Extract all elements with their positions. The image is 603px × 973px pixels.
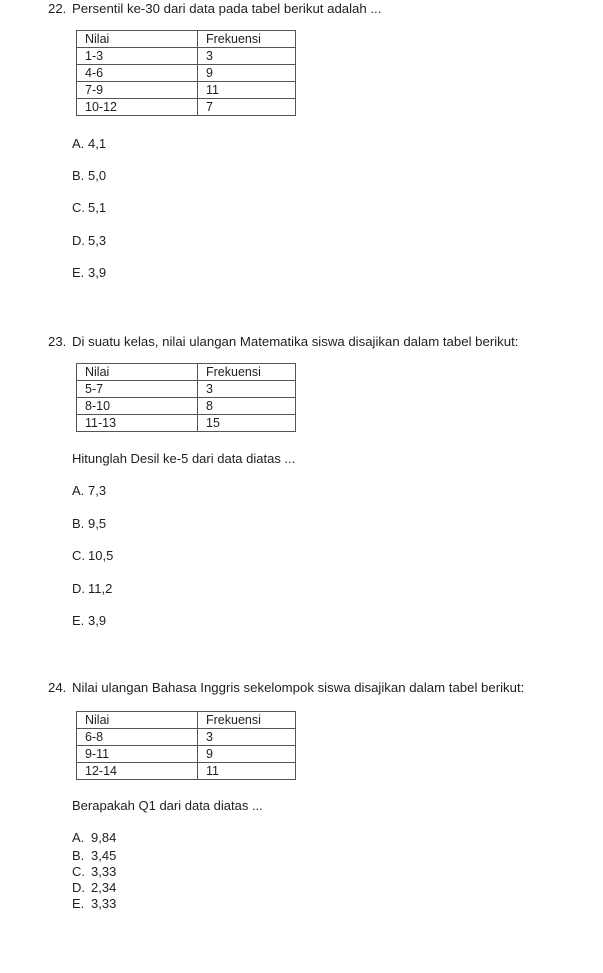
option-d[interactable] bbox=[72, 880, 116, 895]
option-value: 3,9 bbox=[88, 613, 107, 628]
option-value: 7,3 bbox=[88, 483, 107, 498]
header-nilai: Nilai bbox=[77, 364, 198, 381]
option-letter: C. bbox=[72, 548, 85, 563]
option-letter: C. bbox=[72, 864, 85, 879]
table-row bbox=[77, 729, 296, 746]
option-letter: A. bbox=[72, 483, 85, 498]
option-value: 2,34 bbox=[91, 880, 117, 895]
question-text: Persentil ke-30 dari data pada tabel berikut adalah ... bbox=[72, 1, 382, 16]
question-23-table bbox=[76, 363, 296, 432]
cell-frekuensi: 11 bbox=[198, 82, 296, 99]
header-frekuensi: Frekuensi bbox=[198, 364, 296, 381]
cell-nilai: 4-6 bbox=[77, 65, 198, 82]
cell-frekuensi: 3 bbox=[198, 381, 296, 398]
option-letter: B. bbox=[72, 848, 85, 863]
question-text: Nilai ulangan Bahasa Inggris sekelompok siswa disajikan dalam tabel berikut: bbox=[72, 680, 525, 695]
header-nilai: Nilai bbox=[77, 31, 198, 48]
cell-nilai: 12-14 bbox=[77, 763, 198, 780]
option-letter: E. bbox=[72, 896, 85, 911]
cell-nilai: 11-13 bbox=[77, 415, 198, 432]
option-value: 10,5 bbox=[88, 548, 114, 563]
table-row bbox=[77, 746, 296, 763]
option-a[interactable] bbox=[72, 136, 106, 151]
header-frekuensi: Frekuensi bbox=[198, 31, 296, 48]
table-row bbox=[77, 65, 296, 82]
option-b[interactable] bbox=[72, 168, 106, 183]
option-value: 3,33 bbox=[91, 896, 117, 911]
option-a[interactable] bbox=[72, 483, 106, 498]
table-header-row bbox=[77, 364, 296, 381]
table-row bbox=[77, 381, 296, 398]
table-row bbox=[77, 763, 296, 780]
table-row bbox=[77, 82, 296, 99]
cell-frekuensi: 9 bbox=[198, 65, 296, 82]
cell-frekuensi: 3 bbox=[198, 729, 296, 746]
question-number: 23. bbox=[48, 334, 67, 349]
option-value: 5,0 bbox=[88, 168, 107, 183]
header-nilai: Nilai bbox=[77, 712, 198, 729]
table-header-row bbox=[77, 712, 296, 729]
cell-frekuensi: 9 bbox=[198, 746, 296, 763]
cell-frekuensi: 7 bbox=[198, 99, 296, 116]
option-value: 11,2 bbox=[88, 581, 113, 596]
option-letter: A. bbox=[72, 136, 85, 151]
cell-nilai: 8-10 bbox=[77, 398, 198, 415]
option-letter: D. bbox=[72, 581, 85, 596]
option-d[interactable] bbox=[72, 581, 112, 596]
question-22-table bbox=[76, 30, 296, 116]
question-24-heading bbox=[48, 680, 524, 695]
option-e[interactable] bbox=[72, 896, 116, 911]
cell-nilai: 9-11 bbox=[77, 746, 198, 763]
option-value: 5,1 bbox=[88, 200, 107, 215]
table-row bbox=[77, 398, 296, 415]
cell-nilai: 5-7 bbox=[77, 381, 198, 398]
option-value: 3,33 bbox=[91, 864, 117, 879]
question-22-heading bbox=[48, 1, 381, 16]
question-24-table bbox=[76, 711, 296, 780]
cell-frekuensi: 15 bbox=[198, 415, 296, 432]
option-d[interactable] bbox=[72, 233, 106, 248]
option-value: 3,45 bbox=[91, 848, 117, 863]
question-text: Di suatu kelas, nilai ulangan Matematika siswa disajikan dalam tabel berikut: bbox=[72, 334, 519, 349]
option-c[interactable] bbox=[72, 200, 106, 215]
option-c[interactable] bbox=[72, 548, 113, 563]
cell-nilai: 10-12 bbox=[77, 99, 198, 116]
cell-nilai: 7-9 bbox=[77, 82, 198, 99]
option-letter: D. bbox=[72, 880, 85, 895]
question-number: 22. bbox=[48, 1, 67, 16]
table-row bbox=[77, 48, 296, 65]
option-c[interactable] bbox=[72, 864, 116, 879]
option-value: 9,84 bbox=[91, 830, 117, 845]
option-letter: A. bbox=[72, 830, 85, 845]
option-value: 4,1 bbox=[88, 136, 107, 151]
cell-frekuensi: 3 bbox=[198, 48, 296, 65]
option-e[interactable] bbox=[72, 613, 106, 628]
option-value: 3,9 bbox=[88, 265, 107, 280]
question-number: 24. bbox=[48, 680, 67, 695]
cell-frekuensi: 11 bbox=[198, 763, 296, 780]
question-24-prompt: Berapakah Q1 dari data diatas ... bbox=[72, 798, 263, 813]
option-b[interactable] bbox=[72, 848, 116, 863]
cell-frekuensi: 8 bbox=[198, 398, 296, 415]
table-row bbox=[77, 415, 296, 432]
question-23-prompt: Hitunglah Desil ke-5 dari data diatas ... bbox=[72, 451, 296, 466]
table-row bbox=[77, 99, 296, 116]
option-a[interactable] bbox=[72, 830, 116, 845]
option-letter: E. bbox=[72, 265, 85, 280]
cell-nilai: 6-8 bbox=[77, 729, 198, 746]
option-value: 5,3 bbox=[88, 233, 107, 248]
option-letter: B. bbox=[72, 168, 85, 183]
option-value: 9,5 bbox=[88, 516, 107, 531]
option-letter: E. bbox=[72, 613, 85, 628]
option-letter: B. bbox=[72, 516, 85, 531]
table-header-row bbox=[77, 31, 296, 48]
option-letter: C. bbox=[72, 200, 85, 215]
option-b[interactable] bbox=[72, 516, 106, 531]
option-e[interactable] bbox=[72, 265, 106, 280]
option-letter: D. bbox=[72, 233, 85, 248]
cell-nilai: 1-3 bbox=[77, 48, 198, 65]
question-23-heading bbox=[48, 334, 518, 349]
header-frekuensi: Frekuensi bbox=[198, 712, 296, 729]
